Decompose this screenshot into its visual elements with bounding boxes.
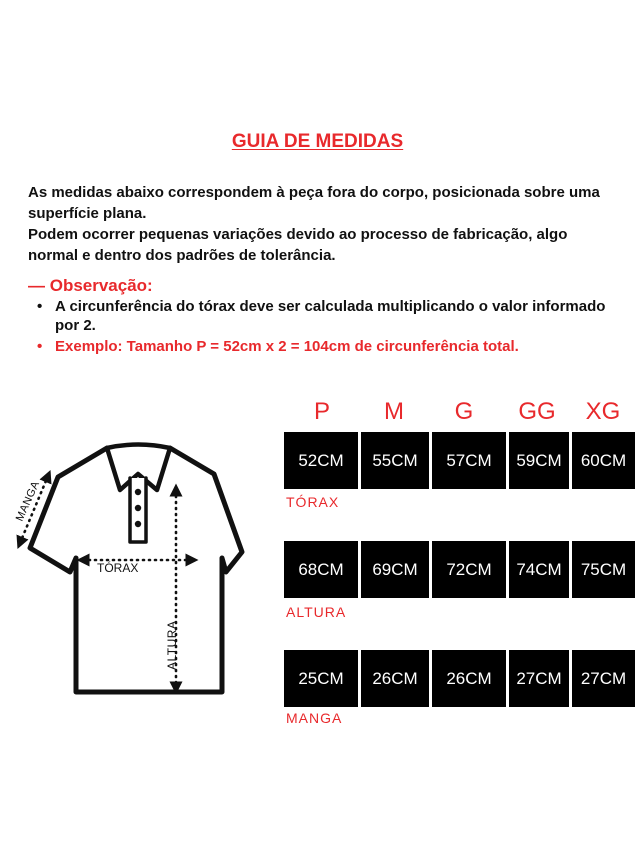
altura-cell-g: 72CM: [432, 541, 506, 598]
torax-cell-m: 55CM: [361, 432, 429, 489]
observation-title: — Observação:: [28, 276, 153, 295]
observation-item: [28, 297, 608, 335]
altura-cell-xg: 75CM: [572, 541, 635, 598]
manga-cell-m: 26CM: [361, 650, 429, 707]
size-header-m: M: [384, 398, 404, 425]
torax-cell-gg: 59CM: [509, 432, 569, 489]
altura-cell-p: 68CM: [284, 541, 358, 598]
row-label-manga: MANGA: [286, 710, 343, 726]
torax-cell-p: 52CM: [284, 432, 358, 489]
torax-label: TÓRAX: [97, 561, 139, 575]
manga-cell-g: 26CM: [432, 650, 506, 707]
polo-shirt-diagram: [10, 440, 260, 710]
page-title: GUIA DE MEDIDAS: [231, 131, 404, 152]
size-header-g: G: [454, 398, 474, 425]
size-header-gg: GG: [518, 398, 556, 425]
size-header-xg: XG: [585, 398, 621, 425]
manga-cell-gg: 27CM: [509, 650, 569, 707]
intro-line-2: Podem ocorrer pequenas variações devido ao processo de fabricação, algo normal e dentro dos padrões de tolerância.: [28, 226, 568, 264]
row-label-altura: ALTURA: [286, 604, 347, 620]
manga-cell-xg: 27CM: [572, 650, 635, 707]
intro-line-1: As medidas abaixo correspondem à peça fora do corpo, posicionada sobre uma superfície plana.: [28, 184, 600, 222]
altura-cell-gg: 74CM: [509, 541, 569, 598]
altura-cell-m: 69CM: [361, 541, 429, 598]
bullet-icon: •: [37, 298, 43, 315]
size-header-p: P: [313, 398, 330, 425]
torax-cell-g: 57CM: [432, 432, 506, 489]
observation-item-text: Exemplo: Tamanho P = 52cm x 2 = 104cm de circunferência total.: [55, 338, 519, 355]
altura-label: ALTURA: [165, 620, 179, 670]
observation-item: [28, 337, 608, 356]
observation-list: [28, 297, 608, 356]
manga-label: MANGA: [13, 479, 43, 524]
observation-item-text: A circunferência do tórax deve ser calculada multiplicando o valor informado por 2.: [55, 298, 606, 334]
torax-cell-xg: 60CM: [572, 432, 635, 489]
row-label-torax: TÓRAX: [286, 494, 340, 510]
manga-cell-p: 25CM: [284, 650, 358, 707]
intro-text: [28, 182, 613, 266]
bullet-icon: •: [37, 338, 43, 355]
